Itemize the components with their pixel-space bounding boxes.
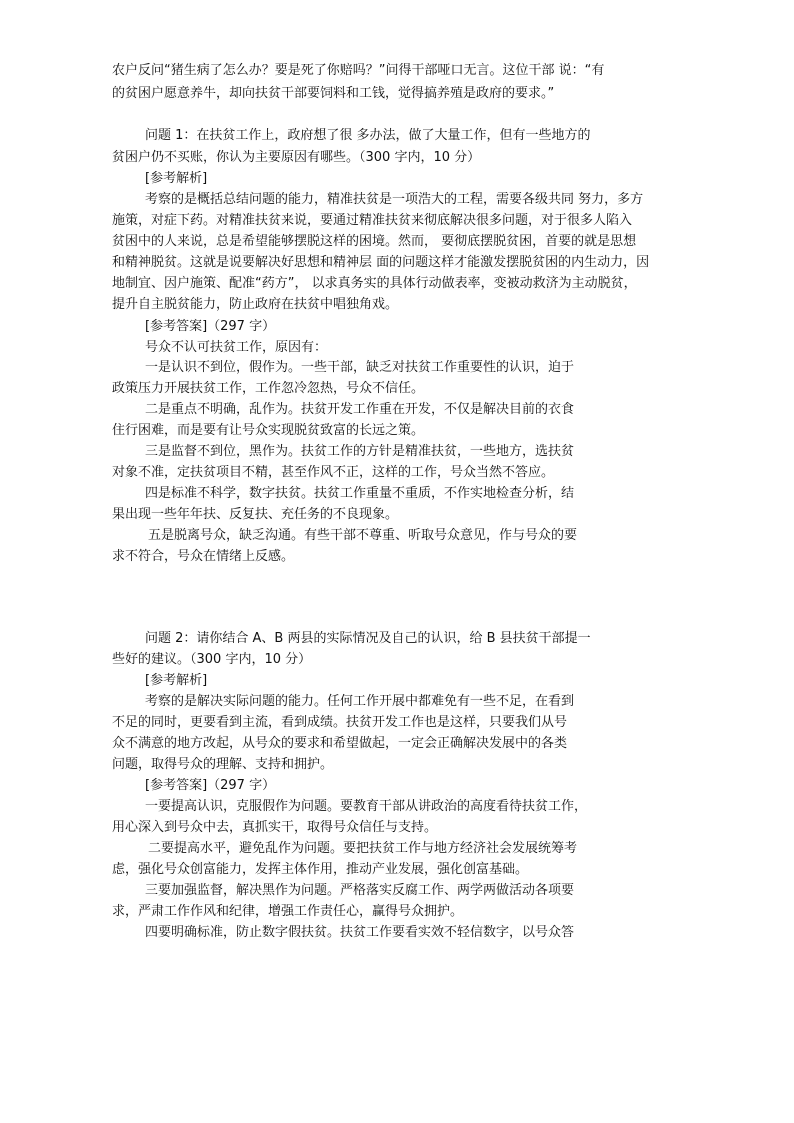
q1-analysis-line-5: 地制宜、因户施策、配准“药方”， 以求真务实的具体行动做表率，变被动救济为主动脱贫， <box>112 276 637 291</box>
q2-question-line-1: 问题 2：请你结合 A、B 两县的实际情况及自己的认识，给 B 县扶贫干部提一 <box>145 631 591 646</box>
q1-answer-line-9: 果出现一些年年扶、反复扶、充任务的不良现象。 <box>112 507 399 522</box>
q1-answer-line-1: 号众不认可扶贫工作，原因有： <box>145 340 328 355</box>
q1-answer-line-3: 政策压力开展扶贫工作，工作忽冷忽热，号众不信任。 <box>112 381 425 396</box>
q1-answer-line-6: 三是监督不到位，黑作为。扶贫工作的方针是精准扶贫，一些地方，选扶贫 <box>145 444 575 459</box>
q1-answer-line-4: 二是重点不明确，乱作为。扶贫开发工作重在开发，不仅是解决目前的衣食 <box>145 402 575 417</box>
q1-analysis-line-6: 提升自主脱贫能力，防止政府在扶贫中唱独角戏。 <box>112 297 399 312</box>
q1-answer-line-5: 住行困难，而是要有让号众实现脱贫致富的长远之策。 <box>112 423 425 438</box>
q2-answer-label: [参考答案]（297 字） <box>145 778 276 793</box>
q2-answer-line-7: 四要明确标准，防止数字假扶贫。扶贫工作要看实效不轻信数字，以号众答 <box>145 925 575 940</box>
q2-analysis-line-4: 问题，取得号众的理解、支持和拥护。 <box>112 757 334 772</box>
q2-analysis-line-2: 不足的同时，更要看到主流，看到成绩。扶贫开发工作也是这样，只要我们从号 <box>112 715 568 730</box>
q1-answer-label: [参考答案]（297 字） <box>145 319 276 334</box>
q1-analysis-line-1: 考察的是概括总结问题的能力，精准扶贫是一项浩大的工程，需要各级共同 努力，多方 <box>145 192 644 207</box>
q1-answer-line-7: 对象不准，定扶贫项目不精，甚至作风不正，这样的工作，号众当然不答应。 <box>112 465 555 480</box>
intro-line-2: 的贫困户愿意养牛，却向扶贫干部要饲料和工钱，觉得搞养殖是政府的要求。” <box>112 86 555 101</box>
q2-answer-line-2: 用心深入到号众中去，真抓实干，取得号众信任与支持。 <box>112 820 438 835</box>
q1-question-line-1: 问题 1：在扶贫工作上，政府想了很 多办法，做了大量工作，但有一些地方的 <box>145 128 591 143</box>
q1-answer-line-2: 一是认识不到位，假作为。一些干部，缺乏对扶贫工作重要性的认识，迫于 <box>145 360 575 375</box>
q2-answer-line-1: 一要提高认识，克服假作为问题。要教育干部从讲政治的高度看待扶贫工作， <box>145 799 588 814</box>
q2-analysis-label: [参考解析] <box>145 673 208 688</box>
intro-line-1: 农户反问“猪生病了怎么办？要是死了你赔吗？”问得干部哑口无言。这位干部 说：“有 <box>112 63 605 78</box>
q1-analysis-line-2: 施策，对症下药。对精准扶贫来说，要通过精准扶贫来彻底解决很多问题，对于很多人陷入 <box>112 213 633 228</box>
q2-answer-line-3: 二要提高水平，避免乱作为问题。要把扶贫工作与地方经济社会发展统筹考 <box>148 841 578 856</box>
q1-analysis-line-4: 和精神脱贫。这就是说要解决好思想和精神层 面的问题这样才能激发摆脱贫困的内生动力，因 <box>112 255 650 270</box>
q2-analysis-line-1: 考察的是解决实际问题的能力。任何工作开展中都难免有一些不足，在看到 <box>145 694 575 709</box>
q2-answer-line-5: 三要加强监督，解决黑作为问题。严格落实反腐工作、两学两做活动各项要 <box>145 883 575 898</box>
q1-answer-line-8: 四是标准不科学，数字扶贫。扶贫工作重量不重质，不作实地检查分析，结 <box>145 486 575 501</box>
q1-analysis-label: [参考解析] <box>145 171 208 186</box>
q2-question-line-2: 些好的建议。（300 字内，10 分） <box>112 652 312 667</box>
q1-answer-line-10: 五是脱离号众，缺乏沟通。有些干部不尊重、听取号众意见，作与号众的要 <box>148 528 578 543</box>
q1-answer-line-11: 求不符合，号众在情绪上反感。 <box>112 549 295 564</box>
q2-analysis-line-3: 众不满意的地方改起，从号众的要求和希望做起，一定会正确解决发展中的各类 <box>112 736 568 751</box>
q1-analysis-line-3: 贫困中的人来说，总是希望能够摆脱这样的困境。然而， 要彻底摆脱贫困，首要的就是思想 <box>112 234 637 249</box>
q1-question-line-2: 贫困户仍不买账，你认为主要原因有哪些。（300 字内，10 分） <box>112 150 481 165</box>
q2-answer-line-4: 虑，强化号众创富能力，发挥主体作用，推动产业发展，强化创富基础。 <box>112 862 529 877</box>
q2-answer-line-6: 求，严肃工作作风和纪律，增强工作责任心，赢得号众拥护。 <box>112 904 464 919</box>
